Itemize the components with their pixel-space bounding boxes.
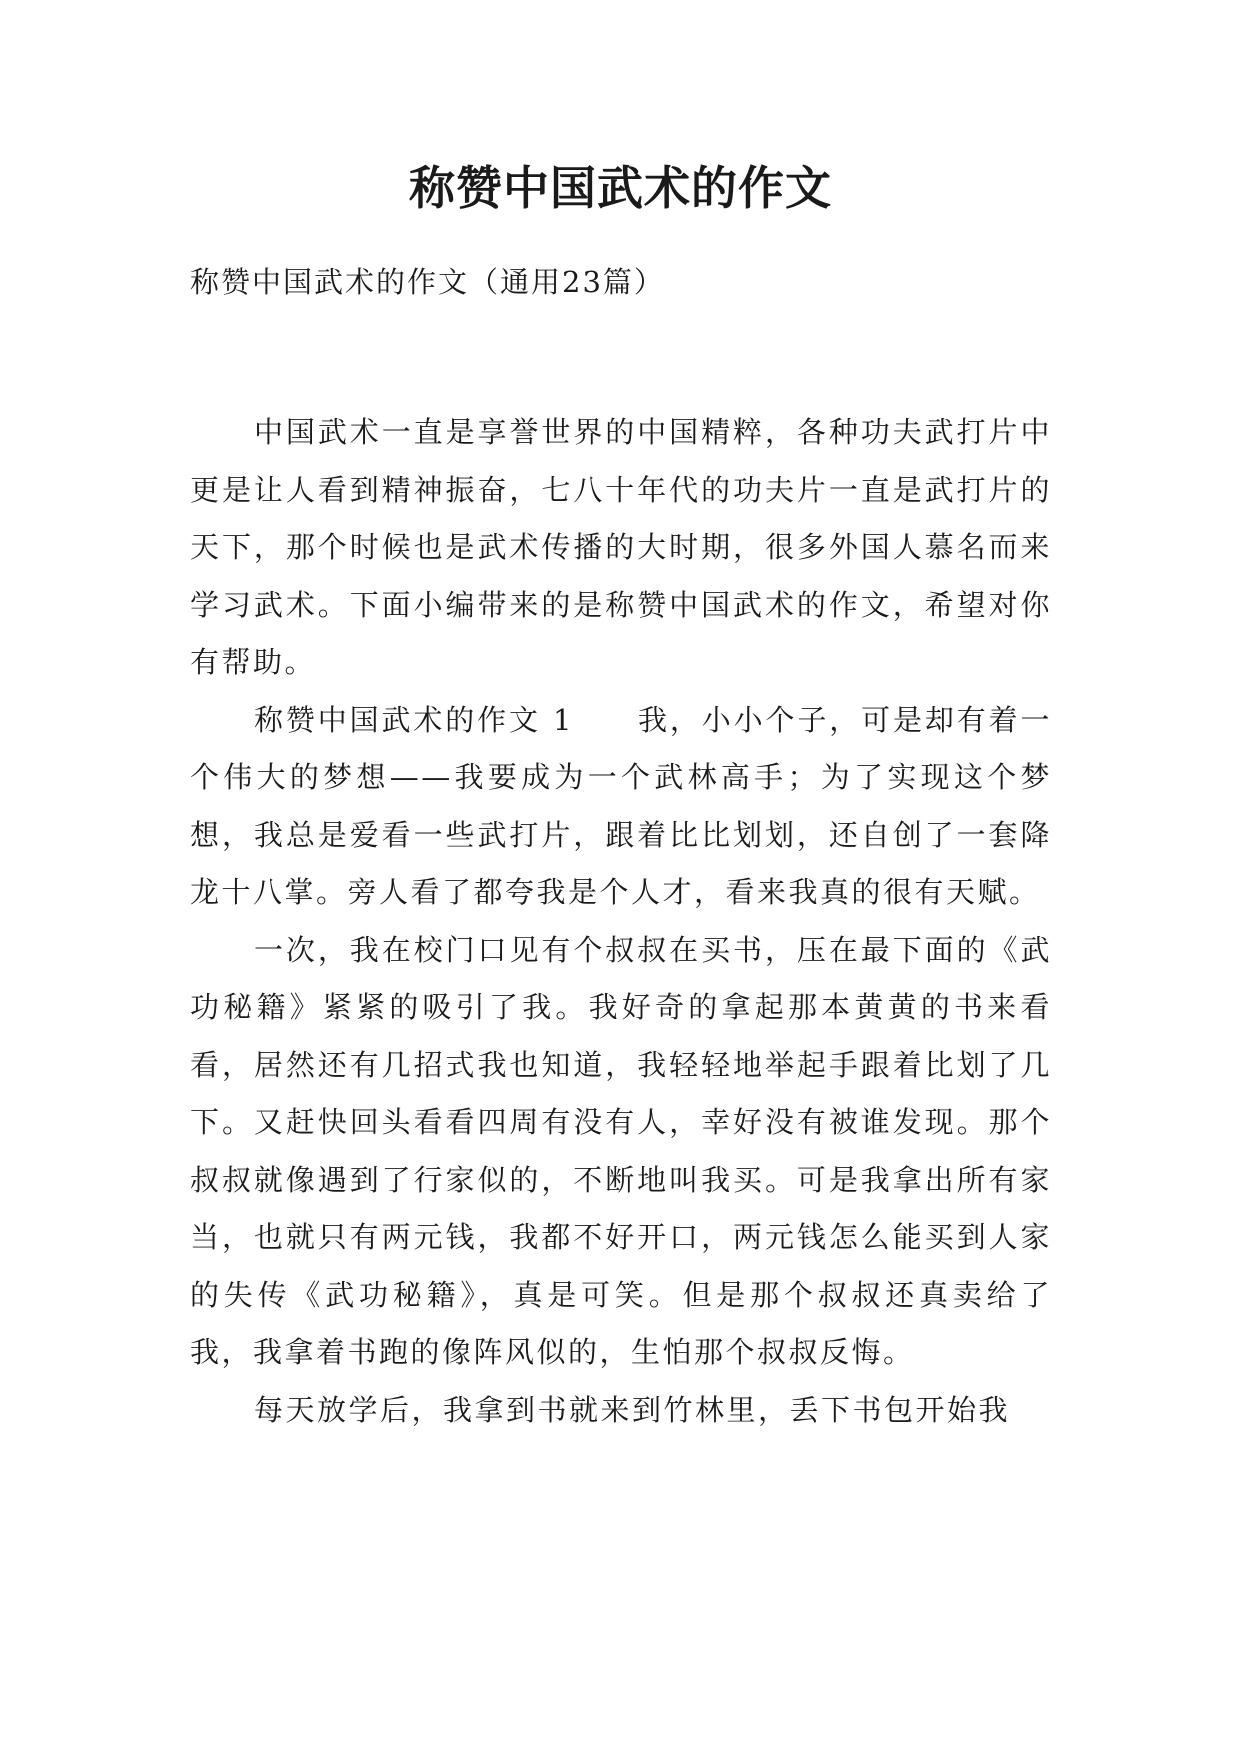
paragraph: 一次，我在校门口见有个叔叔在买书，压在最下面的《武功秘籍》紧紧的吸引了我。我好奇的拿起那本黄黄的书来看看，居然还有几招式我也知道，我轻轻地举起手跟着比划了几下。又赶快回头看看四周有没有人，幸好没有被谁发现。那个叔叔就像遇到了行家似的，不断地叫我买。可是我拿出所有家当，也就只有两元钱，我都不好开口，两元钱怎么能买到人家的失传《武功秘籍》，真是可笑。但是那个叔叔还真卖给了我，我拿着书跑的像阵风似的，生怕那个叔叔反悔。	[190, 932, 1052, 1369]
paragraph: 每天放学后，我拿到书就来到竹林里，丢下书包开始我	[254, 1392, 1011, 1427]
document-title: 称赞中国武术的作文	[409, 161, 832, 215]
paragraph: 称赞中国武术的作文 1 我，小小个子，可是却有着一个伟大的梦想——我要成为一个武林高手；为了实现这个梦想，我总是爱看一些武打片，跟着比比划划，还自创了一套降龙十八掌。旁人看了都夸我是个人才，看来我真的很有天赋。	[190, 702, 1052, 909]
document-body	[190, 404, 1052, 1439]
paragraph: 中国武术一直是享誉世界的中国精粹，各种功夫武打片中更是让人看到精神振奋，七八十年代的功夫片一直是武打片的天下，那个时候也是武术传播的大时期，很多外国人慕名而来学习武术。下面小编带来的是称赞中国武术的作文，希望对你有帮助。	[190, 415, 1052, 679]
document-subtitle: 称赞中国武术的作文（通用23篇）	[190, 265, 665, 299]
